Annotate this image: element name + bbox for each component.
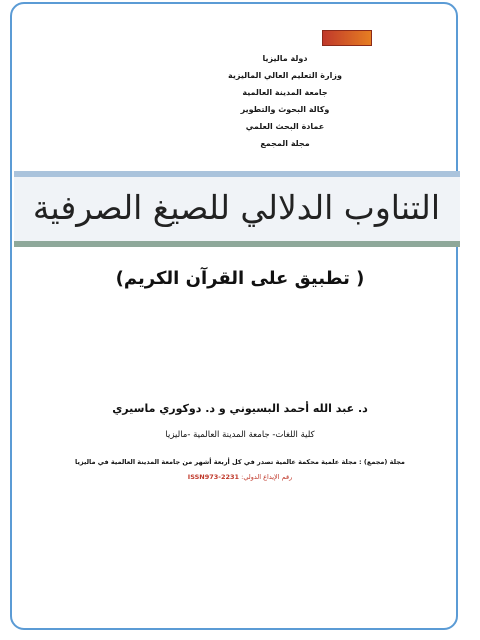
header-ministry: وزارة التعليم العالي الماليزية xyxy=(228,71,342,80)
institution-header xyxy=(205,50,365,152)
authors: د. عبد الله أحمد البسيوني و د. دوكوري ماسيري xyxy=(112,402,368,415)
header-country: دولة ماليزيا xyxy=(262,54,308,63)
issn-label: رقم الإيداع الدولي: xyxy=(241,473,293,481)
journal-note: مجلة (مجمع) : مجلة علمية محكمة عالمية تصدر في كل أربعة أشهر من جامعة المدينة العالمية في ماليزيا xyxy=(75,458,405,466)
issn-value: ISSN973-2231 xyxy=(187,473,240,481)
issn-line xyxy=(0,473,480,481)
university-logo xyxy=(322,30,372,46)
article-title: التناوب الدلالي للصيغ الصرفية xyxy=(32,188,440,227)
header-deanship: عمادة البحث العلمي xyxy=(245,122,325,131)
title-band xyxy=(14,171,460,247)
affiliation: كلية اللغات- جامعة المدينة العالمية -ماليزيا xyxy=(165,430,315,440)
header-university: جامعة المدينة العالمية xyxy=(242,88,328,97)
header-journal: مجلة المجمع xyxy=(260,139,310,148)
header-research-agency: وكالة البحوث والتطوير xyxy=(240,105,330,114)
article-subtitle: ( تطبيق على القرآن الكريم) xyxy=(115,268,365,289)
